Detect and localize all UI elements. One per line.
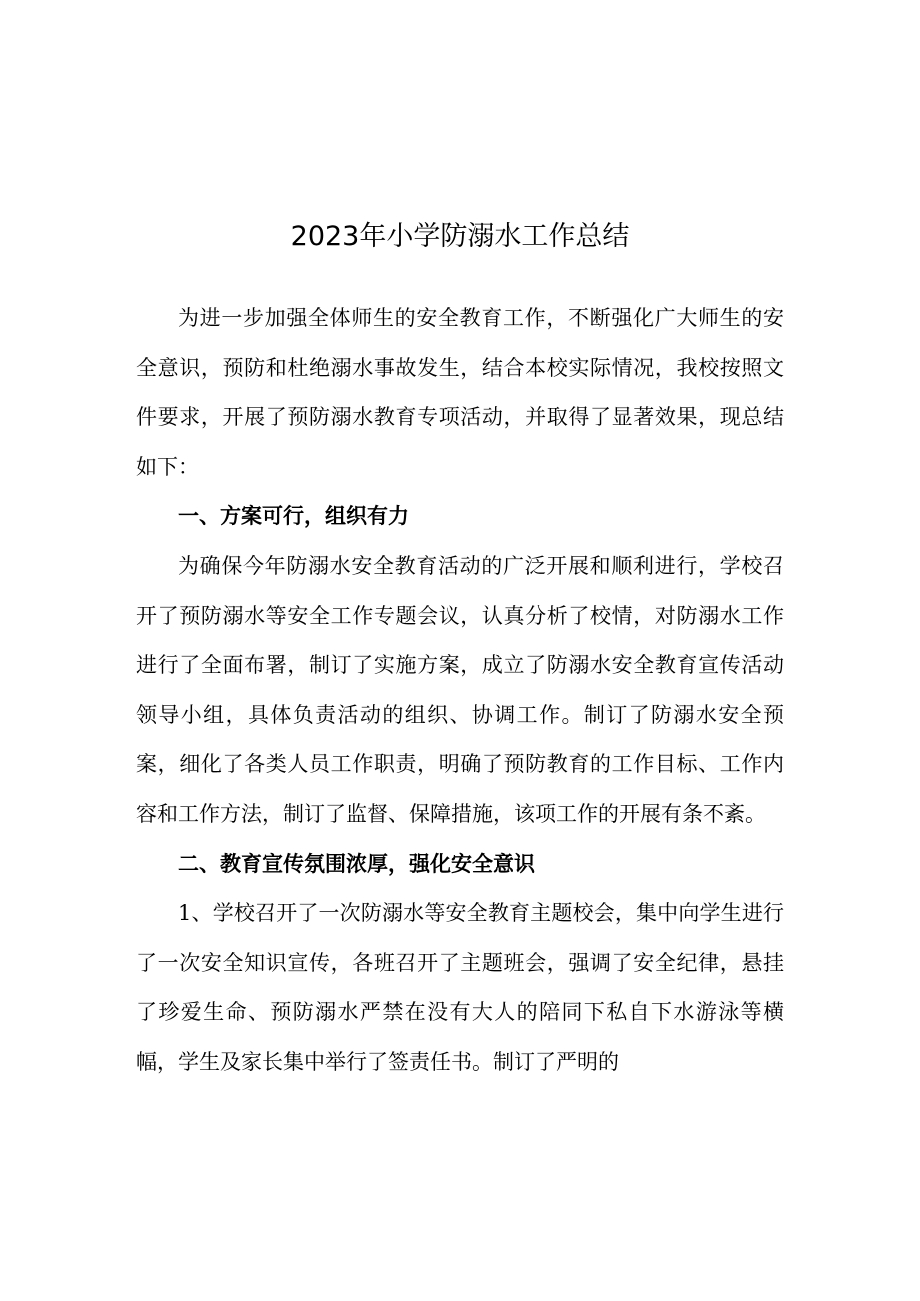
document-body <box>136 294 784 1088</box>
section-1-paragraph: 为确保今年防溺水安全教育活动的广泛开展和顺利进行，学校召开了预防溺水等安全工作专题会议，认真分析了校情，对防溺水工作进行了全面布署，制订了实施方案，成立了防溺水安全教育宣传活动领导小组，具体负责活动的组织、协调工作。制订了防溺水安全预案，细化了各类人员工作职责，明确了预防教育的工作目标、工作内容和工作方法，制订了监督、保障措施，该项工作的开展有条不紊。 <box>136 553 784 826</box>
section-2-paragraph: 1、学校召开了一次防溺水等安全教育主题校会，集中向学生进行了一次安全知识宣传，各班召开了主题班会，强调了安全纪律，悬挂了珍爱生命、预防溺水严禁在没有大人的陪同下私自下水游泳等横幅，学生及家长集中举行了签责任书。制订了严明的 <box>136 901 784 1074</box>
section-1-heading: 一、方案可行，组织有力 <box>178 504 409 529</box>
intro-paragraph: 为进一步加强全体师生的安全教育工作，不断强化广大师生的安全意识，预防和杜绝溺水事故发生，结合本校实际情况，我校按照文件要求，开展了预防溺水教育专项活动，并取得了显著效果，现总结如下： <box>136 306 784 479</box>
section-2-heading: 二、教育宣传氛围浓厚，强化安全意识 <box>178 851 535 876</box>
document-title: 2023年小学防溺水工作总结 <box>290 221 630 252</box>
